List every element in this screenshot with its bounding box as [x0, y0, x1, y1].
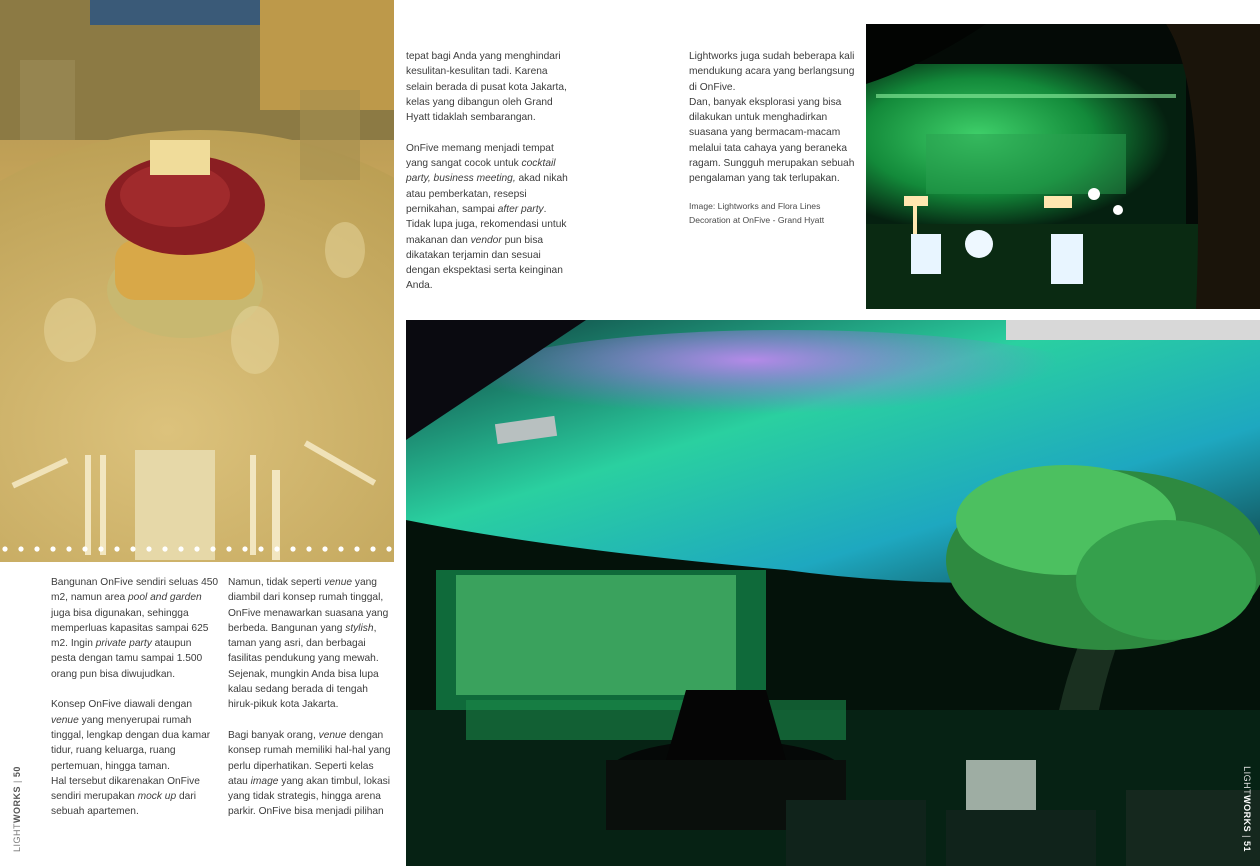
page-number: 51 [1242, 840, 1252, 852]
table-setting-photo [0, 0, 394, 562]
left-column-2 [228, 575, 394, 820]
folio-separator: | [12, 777, 22, 786]
paragraph: tepat bagi Anda yang menghindari kesulitan-kesulitan tadi. Karena selain berada di pusat kota Jakarta, kelas yang dibangun oleh Grand Hyatt tidaklah sembarangan. [406, 51, 567, 124]
paragraph: Bagi banyak orang, venue dengan konsep rumah memiliki hal-hal yang perlu diperhatikan. Seperti kelas atau image yang akan timbul, lokasi yang tidak strategis, hingga arena parkir. OnFive bisa menjadi pilihan [228, 729, 391, 818]
paragraph: Hal tersebut dikarenakan OnFive sendiri merupakan mock up dari sebuah apartemen. [51, 775, 200, 818]
paragraph: Dan, banyak eksplorasi yang bisa dilakukan untuk menghadirkan suasana yang bermacam-macam melalui tata cahaya yang beraneka ragam. Sungguh merupakan sebuah pengalaman yang tak terlupakan. [689, 96, 855, 185]
right-column-1 [406, 49, 572, 294]
page-folio-right [1242, 766, 1252, 852]
paragraph: OnFive memang menjadi tempat yang sangat cocok untuk cocktail party, business meeting, akad nikah atau pemberkatan, resepsi pernikahan, sampai after party. Tidak lupa juga, rekomendasi untuk makanan dan vendor pun bisa dikatakan terjamin dan sesuai dengan ekspektasi serta keinginan Anda. [406, 142, 568, 292]
garden-night-photo [866, 24, 1260, 309]
brand-light: LIGHT [12, 822, 22, 852]
ballroom-lighting-photo [406, 320, 1260, 866]
right-column-2 [689, 49, 857, 227]
paragraph: Bangunan OnFive sendiri seluas 450 m2, namun area pool and garden juga bisa digunakan, sehingga memperluas kapasitas sampai 625 m2. Ingin private party ataupun pesta dengan tamu sampai 1.500 orang pun bisa diwujudkan. [51, 577, 219, 680]
brand-bold: WORKS [12, 785, 22, 823]
page-folio-left [12, 766, 22, 852]
folio-separator: | [1242, 832, 1252, 841]
left-column-1 [51, 575, 219, 820]
image-caption: Image: Lightworks and Flora Lines Decoration at OnFive - Grand Hyatt [689, 200, 825, 225]
page-number: 50 [12, 766, 22, 778]
brand-bold: WORKS [1242, 795, 1252, 833]
paragraph: Namun, tidak seperti venue yang diambil dari konsep rumah tinggal, OnFive menawarkan suasana yang berbeda. Bangunan yang stylish, taman yang asri, dan berbagai fasilitas pendukung yang mewah. Sejenak, mungkin Anda bisa lupa kalau sedang berada di tengah hiruk-pikuk kota Jakarta. [228, 577, 389, 711]
brand-light: LIGHT [1242, 766, 1252, 796]
paragraph: Lightworks juga sudah beberapa kali mendukung acara yang berlangsung di OnFive. [689, 51, 855, 93]
paragraph: Konsep OnFive diawali dengan venue yang menyerupai rumah tinggal, lengkap dengan dua kamar tidur, ruang keluarga, ruang pertemuan, hingga taman. [51, 699, 211, 772]
